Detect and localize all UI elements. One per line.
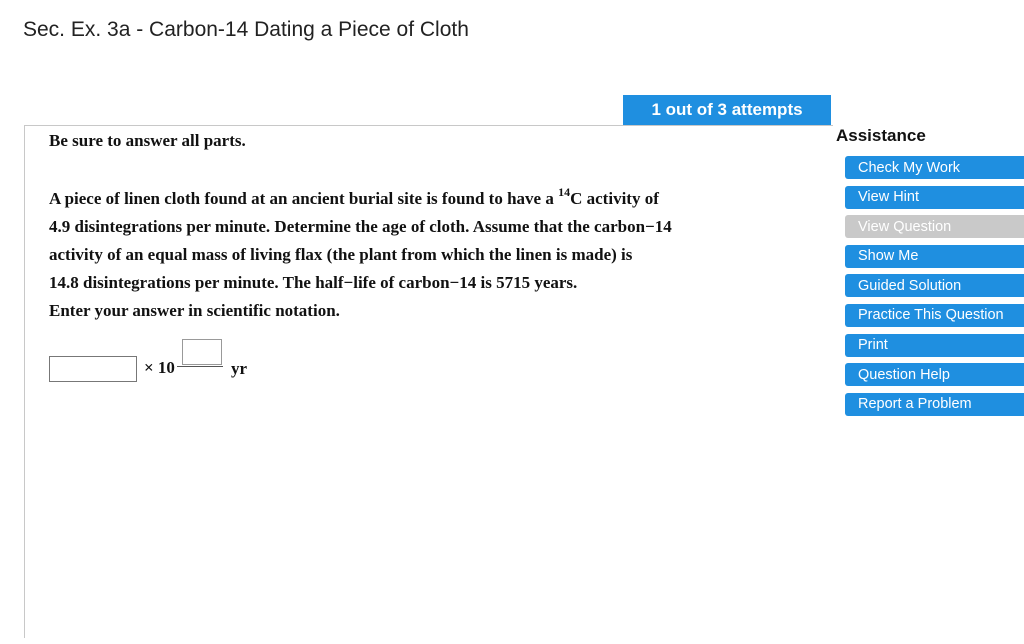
question-line-4: 14.8 disintegrations per minute. The half−life of carbon−14 is 5715 years.	[49, 273, 578, 292]
check-my-work-button[interactable]: Check My Work	[845, 156, 1024, 179]
question-help-button[interactable]: Question Help	[845, 363, 1024, 386]
unit-label: yr	[231, 359, 248, 378]
times-ten-label: × 10	[144, 358, 175, 377]
question-line-1	[49, 178, 672, 213]
guided-solution-button[interactable]: Guided Solution	[845, 274, 1024, 297]
attempts-badge: 1 out of 3 attempts	[623, 95, 831, 125]
exponent-input[interactable]	[182, 339, 222, 365]
instruction-text: Be sure to answer all parts.	[49, 131, 246, 150]
question-line-3: activity of an equal mass of living flax (the plant from which the linen is made) is	[49, 245, 633, 264]
question-line-1-pre: A piece of linen cloth found at an ancient burial site is found to have a	[49, 189, 559, 208]
view-question-button[interactable]: View Question	[845, 215, 1024, 238]
print-button[interactable]: Print	[845, 334, 1024, 357]
assistance-title: Assistance	[836, 126, 926, 145]
question-line-2: 4.9 disintegrations per minute. Determine the age of cloth. Assume that the carbon−14	[49, 217, 672, 236]
report-problem-button[interactable]: Report a Problem	[845, 393, 1024, 416]
assistance-list	[845, 156, 1024, 422]
page-title: Sec. Ex. 3a - Carbon-14 Dating a Piece of Cloth	[23, 18, 469, 41]
question-text	[49, 178, 672, 325]
question-line-5: Enter your answer in scientific notation.	[49, 301, 340, 320]
question-line-1-post: C activity of	[570, 189, 659, 208]
show-me-button[interactable]: Show Me	[845, 245, 1024, 268]
view-hint-button[interactable]: View Hint	[845, 186, 1024, 209]
practice-question-button[interactable]: Practice This Question	[845, 304, 1024, 327]
exponent-baseline	[177, 366, 223, 367]
question-panel	[24, 125, 833, 638]
mantissa-input[interactable]	[49, 356, 137, 382]
isotope-superscript: 14	[558, 185, 571, 199]
